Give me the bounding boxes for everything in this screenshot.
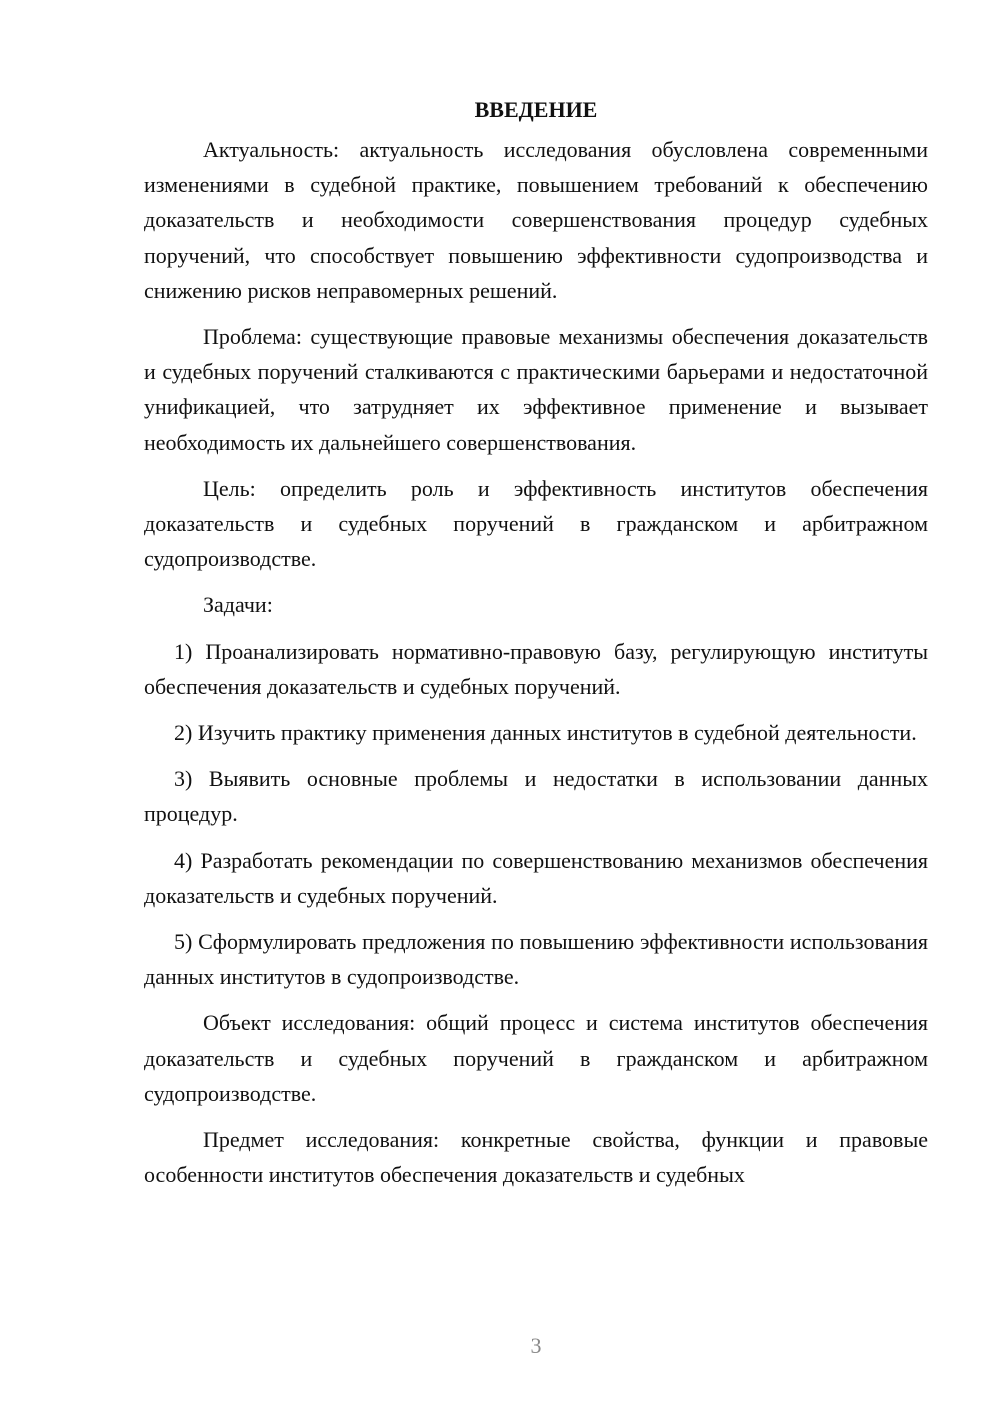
- task-item-4: 4) Разработать рекомендации по совершенствованию механизмов обеспечения доказательств и судебных поручений.: [144, 847, 928, 908]
- paragraph-problem: Проблема: существующие правовые механизмы обеспечения доказательств и судебных поручений сталкиваются с практическими барьерами и недостаточной унификацией, что затрудняет их эффективное применение и вызывает необходимость их дальнейшего совершенствования.: [144, 324, 928, 455]
- task-item-1: 1) Проанализировать нормативно-правовую базу, регулирующую институты обеспечения доказательств и судебных поручений.: [144, 638, 928, 699]
- section-title: ВВЕДЕНИЕ: [474, 97, 598, 122]
- task-item-2: 2) Изучить практику применения данных институтов в судебной деятельности.: [174, 720, 917, 746]
- paragraph-object: Объект исследования: общий процесс и система институтов обеспечения доказательств и судебных поручений в гражданском и арбитражном судопроизводстве.: [144, 1010, 928, 1106]
- document-page: [144, 96, 928, 1203]
- tasks-label: Задачи:: [203, 592, 273, 618]
- paragraph-relevance: Актуальность: актуальность исследования обусловлена современными изменениями в судебной практике, повышением требований к обеспечению доказательств и необходимости совершенствования процедур судебных поручений, что способствует повышению эффективности судопроизводства и снижению рисков неправомерных решений.: [144, 137, 928, 303]
- paragraph-subject: Предмет исследования: конкретные свойства, функции и правовые особенности институтов обеспечения доказательств и судебных: [144, 1127, 928, 1188]
- task-item-3: 3) Выявить основные проблемы и недостатки в использовании данных процедур.: [144, 766, 928, 827]
- page-number: 3: [530, 1333, 542, 1358]
- paragraph-goal: Цель: определить роль и эффективность институтов обеспечения доказательств и судебных поручений в гражданском и арбитражном судопроизводстве.: [144, 475, 928, 572]
- task-item-5: 5) Сформулировать предложения по повышению эффективности использования данных институтов в судопроизводстве.: [144, 929, 928, 990]
